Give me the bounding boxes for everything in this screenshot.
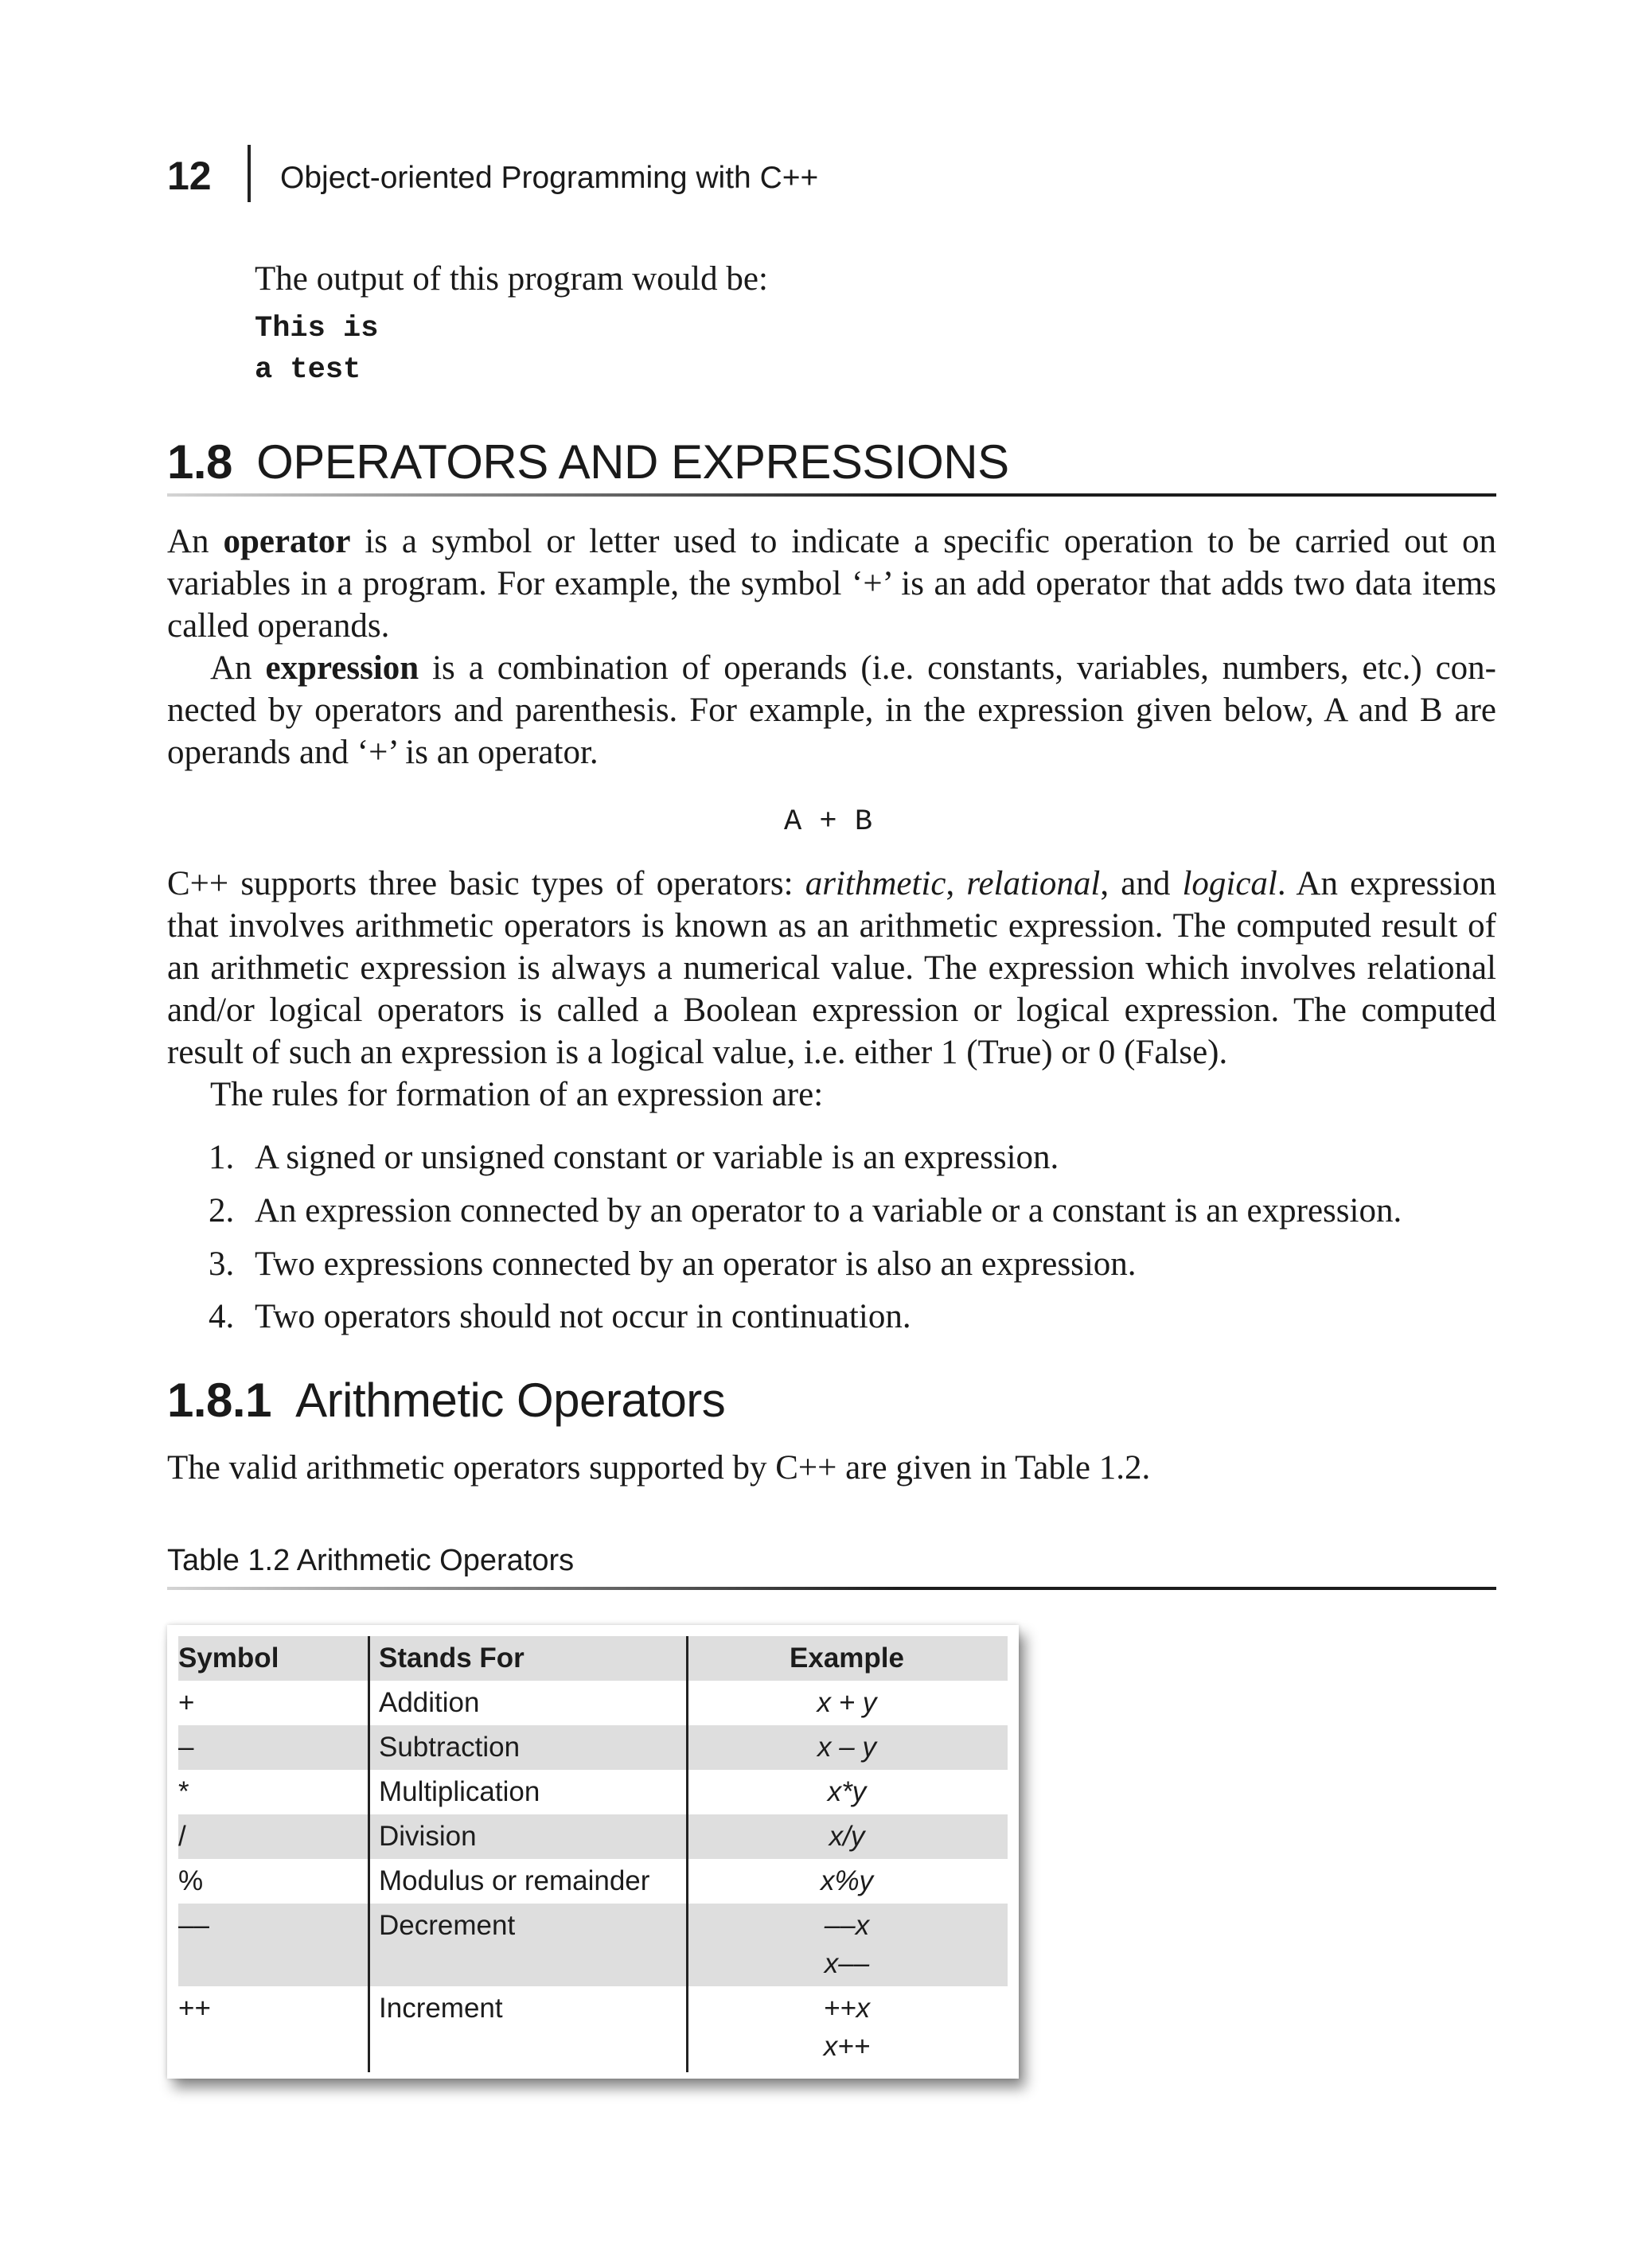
subsection-text: The valid arithmetic operators supported by C++ are given in Table 1.2. bbox=[167, 1449, 1151, 1487]
table-header-symbol: Symbol bbox=[178, 1643, 279, 1674]
table-cell-stands-for: Addition bbox=[379, 1687, 480, 1718]
table-cell-stands-for: Multiplication bbox=[379, 1776, 540, 1807]
paragraph-line: variables in a program. For example, the symbol ‘+’ is an add operator that adds two data items bbox=[167, 565, 1496, 602]
list-item: 3. Two expressions connected by an operator is also an expression. bbox=[209, 1245, 1137, 1283]
list-item: 1. A signed or unsigned constant or variable is an expression. bbox=[209, 1139, 1059, 1176]
paragraph-line: an arithmetic expression is always a numerical value. The expression which involves relational bbox=[167, 949, 1496, 987]
code-line: a test bbox=[255, 353, 361, 387]
paragraph-line: The rules for formation of an expression are: bbox=[210, 1076, 824, 1113]
table-cell-symbol: * bbox=[178, 1776, 189, 1807]
table-cell-example: x + y bbox=[817, 1687, 877, 1718]
table-cell-symbol: + bbox=[178, 1687, 195, 1718]
table-cell-symbol: ++ bbox=[178, 1993, 211, 2024]
section-rule bbox=[167, 493, 1496, 497]
column-divider bbox=[368, 1636, 370, 2072]
table-caption-rule bbox=[167, 1587, 1496, 1590]
table-cell-example: x++ bbox=[823, 2031, 871, 2062]
paragraph-line: An expression is a combination of operands (i.e. constants, variables, numbers, etc.) con- bbox=[210, 649, 1496, 687]
list-item: 2. An expression connected by an operator to a variable or a constant is an expression. bbox=[209, 1192, 1402, 1229]
subsection-heading bbox=[167, 1373, 725, 1428]
table-cell-example: x/y bbox=[829, 1821, 865, 1852]
arithmetic-operators-table bbox=[167, 1625, 1019, 2079]
page-number: 12 bbox=[167, 154, 212, 198]
paragraph-line: that involves arithmetic operators is known as an arithmetic expression. The computed result of bbox=[167, 907, 1496, 945]
paragraph-line: C++ supports three basic types of operators: arithmetic, relational, and logical. An expression bbox=[167, 865, 1496, 902]
table-cell-example: ++x bbox=[823, 1993, 871, 2024]
table-caption: Table 1.2 Arithmetic Operators bbox=[167, 1544, 575, 1577]
example-expression: A + B bbox=[784, 805, 873, 839]
table-cell-example: x – y bbox=[817, 1732, 876, 1763]
section-number: 1.8 bbox=[167, 435, 232, 489]
table-cell-symbol: % bbox=[178, 1865, 204, 1896]
intro-line: The output of this program would be: bbox=[255, 260, 768, 298]
subsection-number: 1.8.1 bbox=[167, 1374, 271, 1427]
code-line: This is bbox=[255, 312, 379, 345]
table-cell-symbol: – bbox=[178, 1732, 194, 1763]
section-heading bbox=[167, 435, 1009, 489]
table-cell-example: ––x bbox=[824, 1910, 870, 1941]
paragraph-line: operands and ‘+’ is an operator. bbox=[167, 734, 599, 771]
paragraph-line: called operands. bbox=[167, 607, 390, 645]
table-cell-stands-for: Increment bbox=[379, 1993, 503, 2024]
table-header-example: Example bbox=[790, 1643, 904, 1674]
paragraph-line: An operator is a symbol or letter used to indicate a specific operation to be carried out on bbox=[167, 523, 1496, 560]
table-cell-symbol: / bbox=[178, 1821, 186, 1852]
subsection-title: Arithmetic Operators bbox=[295, 1374, 726, 1427]
table-cell-stands-for: Subtraction bbox=[379, 1732, 521, 1763]
table-cell-example: x–– bbox=[824, 1948, 870, 1979]
list-item: 4. Two operators should not occur in continuation. bbox=[209, 1298, 911, 1335]
paragraph-line: nected by operators and parenthesis. For example, in the expression given below, A and B are bbox=[167, 692, 1496, 729]
header-divider bbox=[248, 145, 251, 202]
table-cell-example: x*y bbox=[827, 1776, 867, 1807]
paragraph-line: result of such an expression is a logical value, i.e. either 1 (True) or 0 (False). bbox=[167, 1034, 1228, 1071]
table-cell-example: x%y bbox=[820, 1865, 874, 1896]
table-cell-stands-for: Division bbox=[379, 1821, 477, 1852]
table-cell-stands-for: Modulus or remainder bbox=[379, 1865, 650, 1896]
table-cell-stands-for: Decrement bbox=[379, 1910, 516, 1941]
table-cell-symbol: –– bbox=[178, 1910, 209, 1941]
paragraph-line: and/or logical operators is called a Boolean expression or logical expression. The computed bbox=[167, 992, 1496, 1029]
section-title: OPERATORS AND EXPRESSIONS bbox=[256, 435, 1009, 489]
table-header-stands-for: Stands For bbox=[379, 1643, 524, 1674]
running-header-title: Object-oriented Programming with C++ bbox=[280, 161, 819, 195]
